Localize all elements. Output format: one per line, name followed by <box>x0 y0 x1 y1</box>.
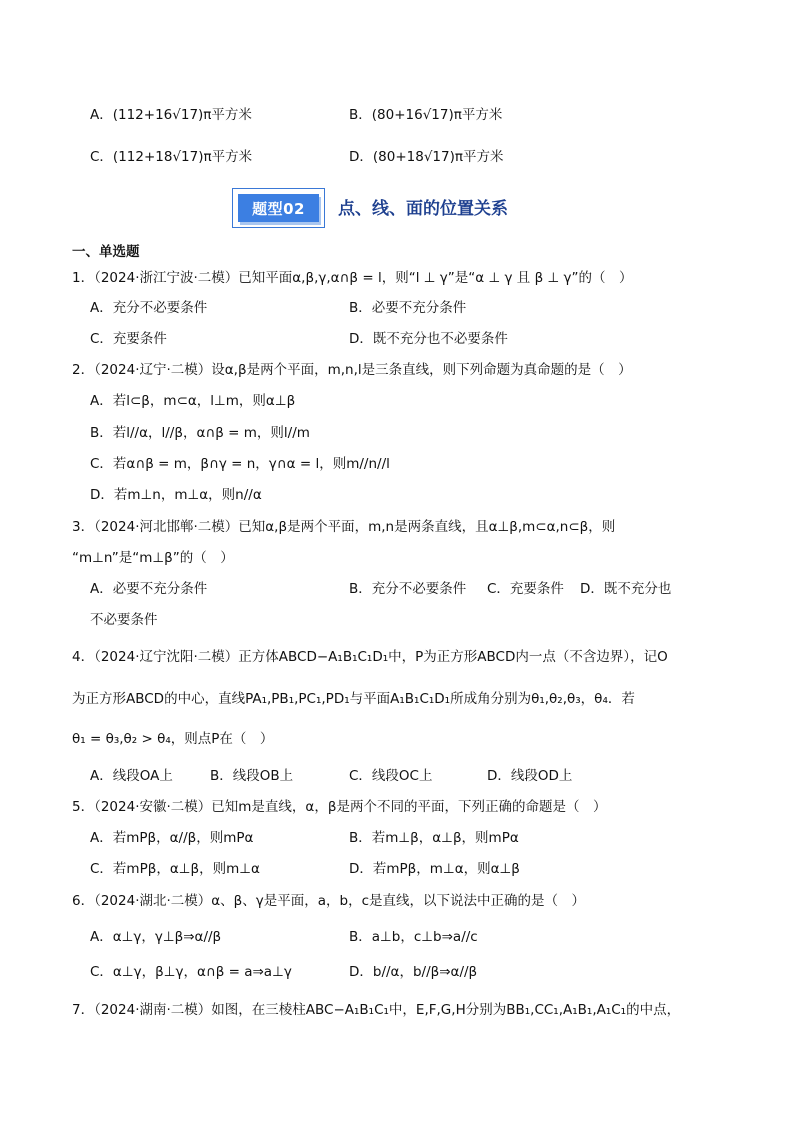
question-6-option-b: B．a⊥b，c⊥b⇒a//c <box>349 929 478 945</box>
question-1-option-d: D．既不充分也不必要条件 <box>349 331 508 347</box>
question-3-stem-line-2: “m⊥n”是“m⊥β”的（ ） <box>72 550 234 566</box>
question-5-option-b: B．若m⊥β，α⊥β，则mPα <box>349 830 519 846</box>
question-6-stem: 6．（2024·湖北·二模）α、β、γ是平面，a，b，c是直线，以下说法中正确的是（ ） <box>72 893 586 909</box>
question-4-option-d: D．线段OD上 <box>487 768 573 784</box>
question-2-option-c: C．若α∩β = m，β∩γ = n，γ∩α = l，则m//n//l <box>90 456 390 472</box>
question-type-heading: 一、单选题 <box>72 244 140 260</box>
section-tag-box <box>232 188 325 228</box>
prev-option-d: D．(80+18√17)π平方米 <box>349 149 504 165</box>
question-2-stem: 2．（2024·辽宁·二模）设α,β是两个平面，m,n,l是三条直线，则下列命题为真命题的是（ ） <box>72 362 632 378</box>
question-2-option-b: B．若l//α，l//β，α∩β = m，则l//m <box>90 425 310 441</box>
question-3-option-b: B．充分不必要条件 <box>349 581 467 597</box>
question-3-option-a: A．必要不充分条件 <box>90 581 208 597</box>
question-4-option-b: B．线段OB上 <box>210 768 294 784</box>
question-3-stem-line-1: 3．（2024·河北邯郸·二模）已知α,β是两个平面，m,n是两条直线，且α⊥β,m⊂α,n⊂β，则 <box>72 519 616 535</box>
question-7-stem: 7．（2024·湖南·二模）如图，在三棱柱ABC−A₁B₁C₁中，E,F,G,H分别为BB₁,CC₁,A₁B₁,A₁C₁的中点， <box>72 1002 681 1018</box>
question-6-option-a: A．α⊥γ，γ⊥β⇒α//β <box>90 929 222 945</box>
section-tag: 题型02 <box>238 194 319 222</box>
question-4-stem-line-2: 为正方形ABCD的中心，直线PA₁,PB₁,PC₁,PD₁与平面A₁B₁C₁D₁所成角分别为θ₁,θ₂,θ₃，θ₄．若 <box>72 691 635 707</box>
question-4-option-a: A．线段OA上 <box>90 768 173 784</box>
question-4-stem-line-3: θ₁ = θ₃,θ₂ > θ₄，则点P在（ ） <box>72 731 274 747</box>
question-2-option-a: A．若l⊂β，m⊂α，l⊥m，则α⊥β <box>90 393 296 409</box>
section-heading: 点、线、面的位置关系 <box>338 199 508 219</box>
question-6-option-c: C．α⊥γ，β⊥γ，α∩β = a⇒a⊥γ <box>90 964 292 980</box>
question-1-option-a: A．充分不必要条件 <box>90 300 208 316</box>
question-5-option-c: C．若mPβ，α⊥β，则m⊥α <box>90 861 260 877</box>
question-3-option-d-continued: 不必要条件 <box>90 612 158 628</box>
question-5-option-d: D．若mPβ，m⊥α，则α⊥β <box>349 861 520 877</box>
question-3-option-d: D．既不充分也 <box>580 581 672 597</box>
question-4-option-c: C．线段OC上 <box>349 768 433 784</box>
question-5-option-a: A．若mPβ，α//β，则mPα <box>90 830 254 846</box>
question-1-option-c: C．充要条件 <box>90 331 167 347</box>
question-4-stem-line-1: 4．（2024·辽宁沈阳·二模）正方体ABCD−A₁B₁C₁D₁中，P为正方形ABCD内一点（不含边界），记O <box>72 649 668 665</box>
prev-option-a: A．(112+16√17)π平方米 <box>90 107 252 123</box>
question-5-stem: 5．（2024·安徽·二模）已知m是直线，α，β是两个不同的平面，下列正确的命题是（ ） <box>72 799 607 815</box>
question-3-option-c: C．充要条件 <box>487 581 564 597</box>
question-1-option-b: B．必要不充分条件 <box>349 300 467 316</box>
question-1-stem: 1．（2024·浙江宁波·二模）已知平面α,β,γ,α∩β = l，则“l ⊥ γ”是“α ⊥ γ 且 β ⊥ γ”的（ ） <box>72 270 633 286</box>
prev-option-c: C．(112+18√17)π平方米 <box>90 149 253 165</box>
prev-option-b: B．(80+16√17)π平方米 <box>349 107 503 123</box>
question-2-option-d: D．若m⊥n，m⊥α，则n//α <box>90 487 262 503</box>
question-6-option-d: D．b//α，b//β⇒α//β <box>349 964 478 980</box>
